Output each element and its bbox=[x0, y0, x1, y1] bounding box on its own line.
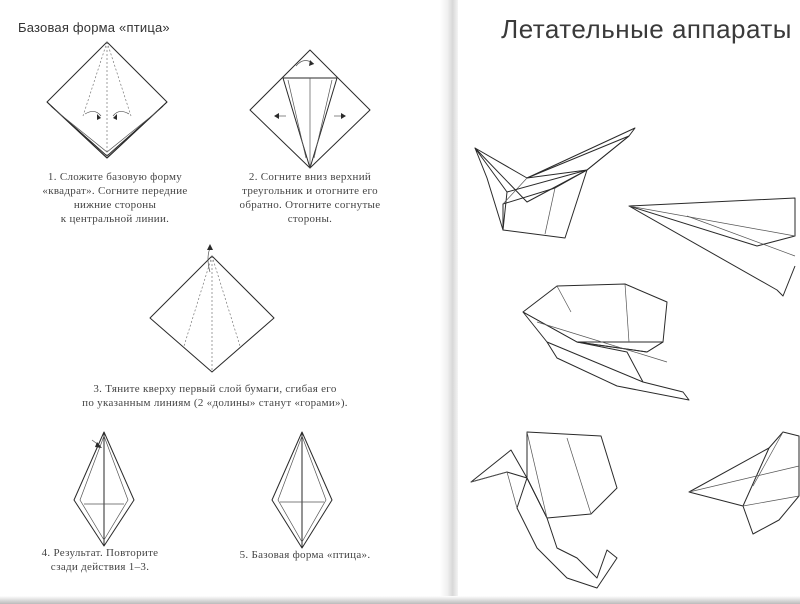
step-1-text: 1. Сложите базовую форму «квадрат». Согните передние нижние стороны к центральной линии. bbox=[42, 171, 188, 225]
chapter-title: Летательные аппараты bbox=[501, 14, 792, 44]
step-3-text: 3. Тяните кверху первый слой бумаги, сгибая его по указанным линиям (2 «долины» станут «горами»). bbox=[82, 383, 348, 409]
section-heading: Базовая форма «птица» bbox=[18, 20, 170, 35]
step-2-text: 2. Согните вниз верхний треугольник и отогните его обратно. Отогните согнутые стороны. bbox=[239, 171, 381, 225]
step-3-diagram bbox=[148, 242, 280, 374]
step-5-text: 5. Базовая форма «птица». bbox=[239, 549, 371, 561]
step-2-diagram bbox=[248, 48, 378, 170]
step-1-diagram bbox=[45, 40, 175, 160]
paper-plane-4-illustration bbox=[467, 428, 647, 598]
paper-plane-3-illustration bbox=[517, 282, 693, 412]
page-bottom-edge bbox=[0, 596, 800, 604]
right-page bbox=[455, 0, 800, 604]
step-5-diagram bbox=[268, 430, 348, 550]
paper-plane-5-illustration bbox=[683, 426, 800, 546]
step-4-text: 4. Результат. Повторите сзади действия 1–3. bbox=[41, 547, 159, 573]
step-4-diagram bbox=[70, 430, 150, 550]
